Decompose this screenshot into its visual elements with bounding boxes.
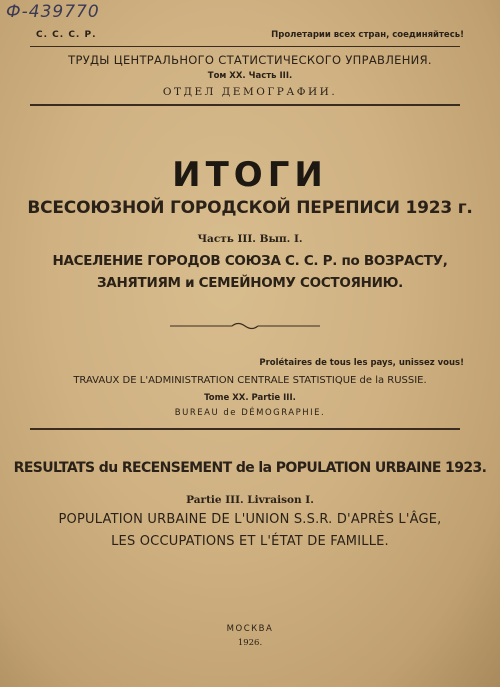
fr-volume: Tome XX. Partie III. — [204, 393, 296, 403]
fr-slogan: Prolétaires de tous les pays, unissez vous! — [259, 358, 464, 368]
top-rule — [30, 46, 460, 47]
fr-series: TRAVAUX DE L'ADMINISTRATION CENTRALE STATISTIQUE de la RUSSIE. — [73, 375, 427, 386]
fr-subtitle-2: LES OCCUPATIONS ET L'ÉTAT DE FAMILLE. — [111, 534, 389, 549]
ru-country: С. С. С. Р. — [36, 30, 97, 40]
ru-header-rule — [30, 104, 460, 106]
fr-title-main: RESULTATS du RECENSEMENT de la POPULATION URBAINE 1923. — [13, 460, 487, 476]
archive-stamp: Ф-439770 — [6, 2, 100, 22]
fr-part: Partie III. Livraison I. — [186, 494, 314, 506]
imprint-city: МОСКВА — [226, 624, 274, 634]
ru-title-main: ИТОГИ — [172, 155, 328, 195]
ru-volume: Том XX. Часть III. — [207, 71, 293, 81]
ru-department: ОТДЕЛ ДЕМОГРАФИИ. — [162, 86, 338, 98]
fr-subtitle-1: POPULATION URBAINE DE L'UNION S.S.R. D'APRÈS L'ÂGE, — [58, 512, 442, 527]
fr-department: BUREAU de DÉMOGRAPHIE. — [174, 408, 326, 418]
divider-ornament — [170, 322, 320, 330]
ru-slogan: Пролетарии всех стран, соединяйтесь! — [271, 30, 464, 40]
ru-series: ТРУДЫ ЦЕНТРАЛЬНОГО СТАТИСТИЧЕСКОГО УПРАВЛЕНИЯ. — [68, 53, 432, 67]
ru-part: Часть III. Вып. I. — [197, 233, 303, 245]
imprint-year: 1926. — [237, 638, 263, 648]
ru-subtitle-2: ЗАНЯТИЯМ и СЕМЕЙНОМУ СОСТОЯНИЮ. — [97, 275, 403, 291]
ru-subtitle-1: НАСЕЛЕНИЕ ГОРОДОВ СОЮЗА С. С. Р. по ВОЗРАСТУ, — [52, 253, 448, 269]
fr-header-rule — [30, 428, 460, 430]
ru-title-census: ВСЕСОЮЗНОЙ ГОРОДСКОЙ ПЕРЕПИСИ 1923 г. — [27, 198, 473, 218]
